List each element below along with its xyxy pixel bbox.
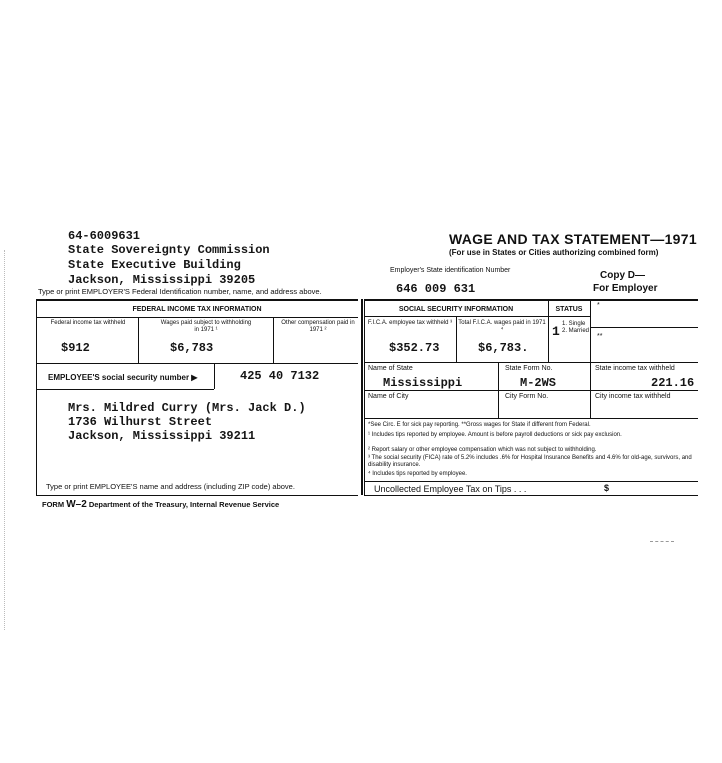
state-name-value: Mississippi: [383, 376, 463, 390]
rule-federal-title: [36, 317, 358, 318]
state-form-label: State Form No.: [505, 365, 553, 372]
note-3: ² Report salary or other employee compensation which was not subject to withholding.: [368, 447, 597, 453]
federal-tax-value: $912: [61, 341, 90, 355]
federal-wages-value: $6,783: [170, 341, 214, 355]
federal-wages-label: Wages paid subject to withholding in 1971 ¹: [160, 320, 252, 333]
right-border-left: [364, 299, 365, 495]
employer-caption: Type or print EMPLOYER'S Federal Identification number, name, and address above.: [38, 287, 322, 296]
rule-star: [590, 327, 698, 328]
employee-caption: Type or print EMPLOYEE'S name and address (including ZIP code) above.: [46, 482, 295, 491]
federal-col-div-1: [138, 317, 139, 363]
rule-left-bottom: [36, 495, 358, 496]
rule-ssn-bottom: [36, 389, 214, 390]
stray-mark: [650, 541, 674, 542]
social-col-div: [456, 316, 457, 362]
note-1: *See Circ. E for sick pay reporting. **Gross wages for State if different from Federal.: [368, 422, 591, 428]
rule-right-bottom: [364, 495, 698, 496]
fica-tax-label: F.I.C.A. employee tax withheld ³: [367, 320, 453, 326]
rule-federal-bottom: [36, 363, 358, 364]
rule-state: [364, 390, 698, 391]
form-subtitle: (For use in States or Cities authorizing combined form): [449, 248, 659, 257]
form-footer: [42, 499, 279, 510]
employer-name: State Sovereignty Commission: [68, 243, 270, 257]
fica-wages-value: $6,783.: [478, 341, 529, 355]
ssn-divider: [214, 363, 215, 389]
federal-col-div-2: [273, 317, 274, 363]
rule-top-left: [36, 299, 358, 301]
uncollected-label: Uncollected Employee Tax on Tips . . .: [374, 484, 527, 494]
fica-wages-label: Total F.I.C.A. wages paid in 1971 ⁴: [458, 320, 546, 333]
copy-label: Copy D—: [600, 270, 645, 281]
social-section-title: SOCIAL SECURITY INFORMATION: [398, 306, 514, 313]
status-single: 1. Single: [562, 321, 586, 327]
department-label: Department of the Treasury, Internal Revenue Service: [88, 500, 280, 509]
status-married: 2. Married: [562, 328, 590, 334]
employee-name: Mrs. Mildred Curry (Mrs. Jack D.): [68, 401, 306, 415]
city-name-label: Name of City: [368, 393, 409, 400]
employer-address-1: State Executive Building: [68, 258, 241, 272]
status-div-right: [590, 299, 591, 362]
employee-city-zip: Jackson, Mississippi 39211: [68, 429, 256, 443]
note-5: ⁴ Includes tips reported by employee.: [368, 471, 467, 477]
center-divider: [361, 299, 363, 495]
ssn-value: 425 40 7132: [240, 369, 320, 383]
federal-tax-label: Federal income tax withheld: [50, 320, 126, 326]
uncollected-dollar: $: [604, 483, 610, 493]
rule-notes-bottom: [364, 481, 698, 482]
form-prefix: FORM: [42, 500, 65, 509]
state-tax-label: State income tax withheld: [595, 365, 675, 372]
other-comp-label: Other compensation paid in 1971 ²: [281, 320, 355, 333]
state-id-value: 646 009 631: [396, 282, 476, 296]
employee-street: 1736 Wilhurst Street: [68, 415, 213, 429]
state-id-label: Employer's State identification Number: [390, 267, 511, 274]
state-form-value: M-2WS: [520, 376, 557, 390]
border-left: [36, 299, 37, 495]
federal-section-title: FEDERAL INCOME TAX INFORMATION: [132, 306, 262, 313]
star-field-1: *: [597, 302, 600, 309]
rule-social-bottom: [364, 362, 698, 363]
employer-address-2: Jackson, Mississippi 39205: [68, 273, 256, 287]
star-field-2: **: [597, 333, 603, 340]
form-name: W–2: [66, 499, 87, 510]
city-tax-label: City income tax withheld: [595, 393, 671, 400]
rule-top-right: [364, 299, 698, 301]
status-title: STATUS: [555, 306, 583, 313]
ssn-label: EMPLOYEE'S social security number ▶: [48, 373, 198, 382]
employer-id: 64-6009631: [68, 229, 141, 243]
rule-status-title: [548, 316, 590, 317]
margin-dots: [4, 250, 5, 630]
note-4: ³ The social security (FICA) rate of 5.2% includes .6% for Hospital Insurance Benefits and 4.6% for old-age, survivors, and disability insurance.: [368, 455, 692, 468]
note-2: ¹ Includes tips reported by employee. Amount is before payroll deductions or sick pay exclusion.: [368, 432, 622, 438]
copy-recipient: For Employer: [593, 283, 658, 294]
fica-tax-value: $352.73: [389, 341, 440, 355]
form-title: WAGE AND TAX STATEMENT—1971: [449, 231, 697, 247]
rule-city: [364, 418, 698, 419]
city-form-label: City Form No.: [505, 393, 549, 400]
state-tax-value: 221.16: [651, 376, 695, 390]
state-name-label: Name of State: [368, 365, 413, 372]
status-value: 1: [552, 324, 560, 339]
